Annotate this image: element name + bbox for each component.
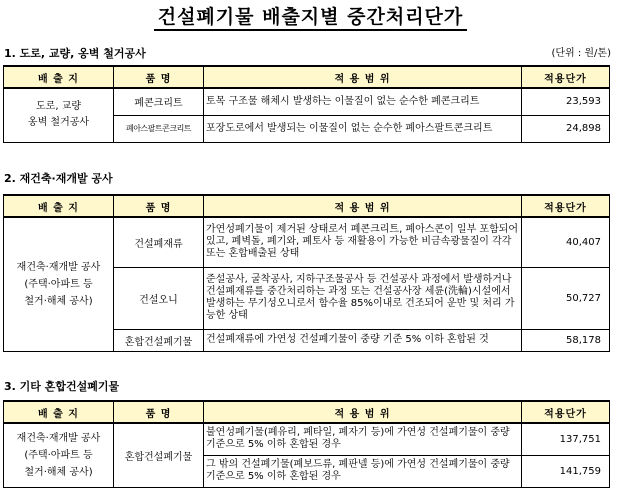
page-title: 건설폐기물 배출지별 중간처리단가 [0,2,621,29]
header-item: 품 명 [114,195,204,217]
source-cell: 재건축·재개발 공사 (주택·아파트 등 철거·해체 공사) [4,423,114,487]
price-cell: 58,178 [522,329,610,351]
scope-cell: 준설공사, 굴착공사, 지하구조물공사 등 건설공사 과정에서 발생하거나 건설폐재류를 중간처리하는 과정 또는 건설공사장 세륜(洗輪)시설에서 발생하는 무기성오니로서 함수율 85%이내로 건조되어 운반 및 처리 가능한 상태 [204,267,522,329]
scope-cell: 그 밖의 건설폐기물(폐보드류, 폐판넬 등)에 가연성 건설폐기물이 중량기준으로 5% 이하 혼합된 경우 [204,455,522,487]
header-source: 배 출 지 [4,66,114,88]
header-price: 적용단가 [522,401,610,423]
table-section-3 [3,400,610,488]
scope-cell: 불연성폐기물(폐유리, 폐타일, 폐자기 등)에 가연성 건설폐기물이 중량기준으로 5% 이하 혼합된 경우 [204,423,522,455]
source-cell: 재건축·재개발 공사 (주택·아파트 등 철거·해체 공사) [4,217,114,351]
price-cell: 141,759 [522,455,610,487]
header-item: 품 명 [114,401,204,423]
table-section-2 [3,194,610,352]
section-3-heading: 3. 기타 혼합건설폐기물 [4,380,120,393]
scope-cell: 건설폐재류에 가연성 건설폐기물이 중량 기준 5% 이하 혼합된 것 [204,329,522,351]
price-cell: 23,593 [522,88,610,115]
section-1-heading: 1. 도로, 교량, 옹벽 철거공사 [4,47,146,60]
item-cell: 폐콘크리트 [114,88,204,115]
header-source: 배 출 지 [4,195,114,217]
header-item: 품 명 [114,66,204,88]
item-cell: 폐아스팔트콘크리트 [114,115,204,142]
item-cell: 혼합건설폐기물 [114,329,204,351]
price-cell: 137,751 [522,423,610,455]
price-cell: 24,898 [522,115,610,142]
item-cell: 혼합건설폐기물 [114,423,204,487]
header-scope: 적 용 범 위 [204,66,522,88]
header-source: 배 출 지 [4,401,114,423]
scope-cell: 가연성폐기물이 제거된 상태로서 폐콘크리트, 폐아스콘이 일부 포함되어 있고, 폐벽돌, 폐기와, 폐토사 등 재활용이 가능한 비금속광물질이 각각 또는 혼합배출된 상태 [204,217,522,267]
price-cell: 50,727 [522,267,610,329]
scope-cell: 토목 구조물 해체시 발생하는 이물질이 없는 순수한 폐콘크리트 [204,88,522,115]
price-cell: 40,407 [522,217,610,267]
header-scope: 적 용 범 위 [204,401,522,423]
scope-cell: 포장도로에서 발생되는 이물질이 없는 순수한 폐아스팔트콘크리트 [204,115,522,142]
table-section-1 [3,65,610,143]
header-scope: 적 용 범 위 [204,195,522,217]
item-cell: 건설폐재류 [114,217,204,267]
header-price: 적용단가 [522,195,610,217]
unit-label: (단위 : 원/톤) [551,48,611,59]
item-cell: 건설오니 [114,267,204,329]
header-price: 적용단가 [522,66,610,88]
source-cell: 도로, 교량 옹벽 철거공사 [4,88,114,142]
section-2-heading: 2. 재건축·재개발 공사 [4,172,113,185]
